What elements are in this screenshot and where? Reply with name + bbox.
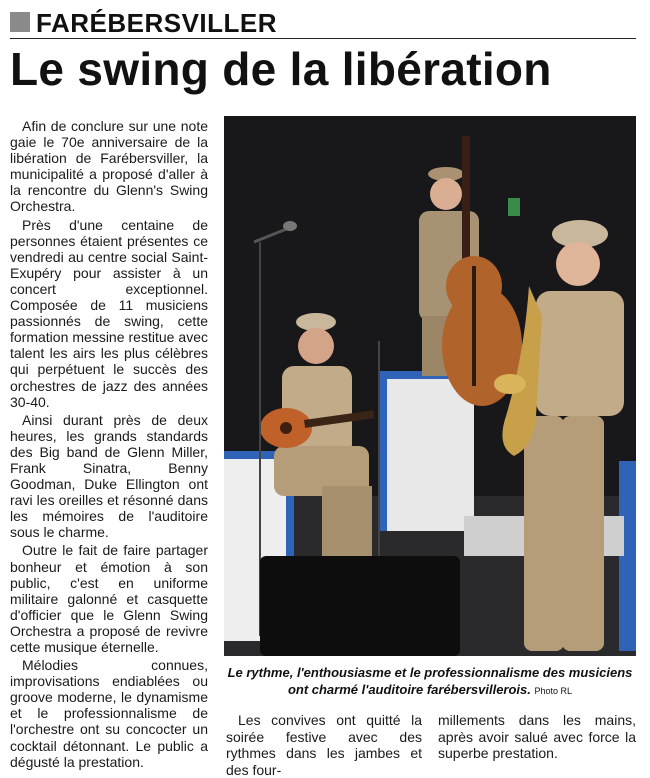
- stage-monitor: [260, 556, 460, 656]
- article-paragraph: Les convives ont quitté la soirée festive avec des rythmes dans les jambes et des four-: [226, 712, 422, 778]
- article-paragraph: Afin de conclure sur une note gaie le 70e anniversaire de la libération de Farébersviller, la municipalité a proposé d'aller à la rencontre du Glenn's Swing Orchestra.: [10, 118, 208, 215]
- article-headline: Le swing de la libération: [10, 43, 552, 95]
- header-marker: [10, 12, 30, 32]
- article-paragraph: Mélodies connues, improvisations endiablées ou groove moderne, le dynamisme et le professionnalisme de l'orchestre ont su concocter un cocktail détonnant. Le public a dégusté la prestation.: [10, 657, 208, 770]
- concert-photo: [224, 116, 636, 656]
- photo-caption: Le rythme, l'enthousiasme et le professionnalisme des musiciens ont charmé l'auditoire farébersvillerois.: [227, 665, 633, 697]
- concert-photo-illustration: [224, 116, 636, 656]
- article-paragraph: millements dans les mains, après avoir salué avec force la superbe prestation.: [438, 712, 636, 761]
- article-paragraph: Près d'une centaine de personnes étaient présentes ce vendredi au centre social Saint-Exupéry pour assister à un concert exceptionnel. Composée de 11 musiciens passionnés de swing, cette formation messine restitue avec talent les airs les plus célèbres qui perpétuent le succès des orchestres de jazz des années 30-40.: [10, 216, 208, 410]
- article-paragraph: Outre le fait de faire partager bonheur et émotion à son public, c'est en uniforme militaire galonné et casquette d'officier que le Glenn Swing Orchestra a proposé de revivre cette musique éternelle.: [10, 542, 208, 655]
- section-header: [10, 6, 636, 39]
- article-paragraph: Ainsi durant près de deux heures, les grands standards des Big band de Glenn Miller, Frank Sinatra, Benny Goodman, Duke Ellington ont ravi les oreilles et résonné dans les mémoires de l'auditoire sous le charme.: [10, 411, 208, 541]
- article-body-column: [10, 118, 208, 772]
- section-title: FARÉBERSVILLER: [36, 8, 278, 38]
- photo-caption-block: [224, 664, 636, 700]
- article-continuation-column-2: [438, 712, 636, 762]
- photo-credit: Photo RL: [534, 686, 573, 696]
- article-continuation-column-1: [226, 712, 422, 778]
